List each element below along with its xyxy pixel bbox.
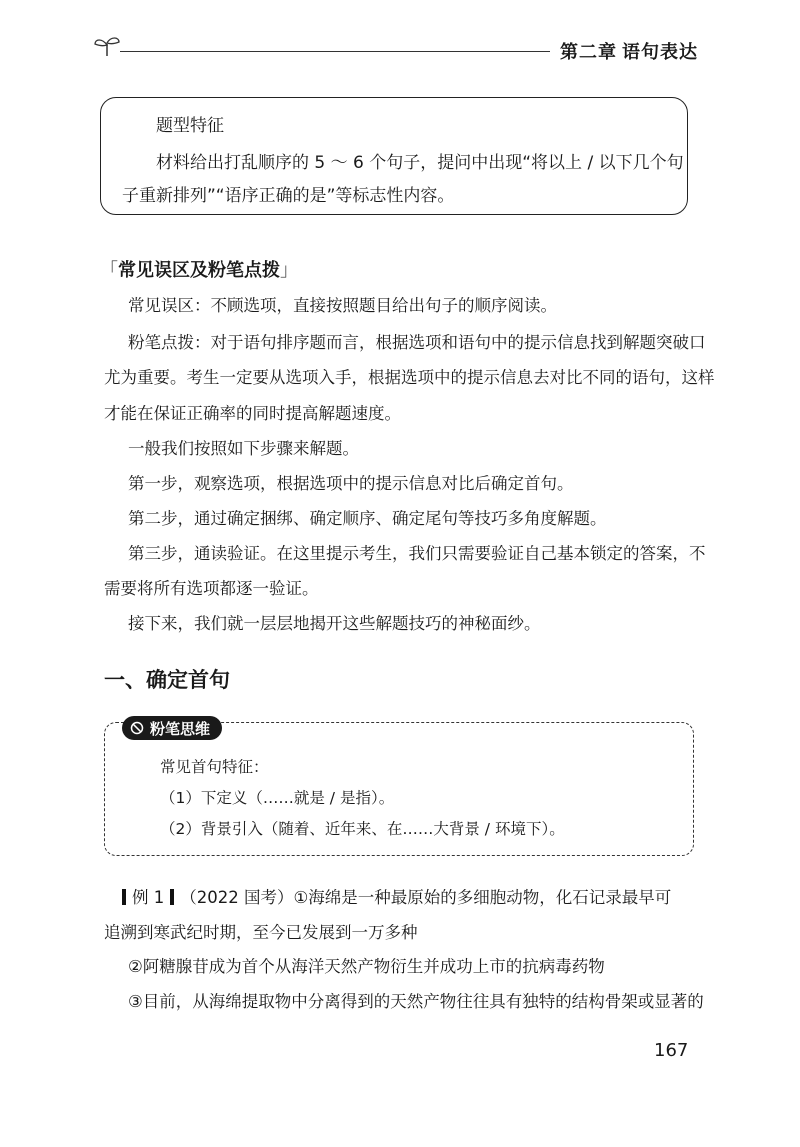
no-entry-icon bbox=[130, 721, 144, 735]
example-bar-right bbox=[170, 889, 174, 905]
body-line: 才能在保证正确率的同时提高解题速度。 bbox=[104, 404, 401, 423]
example-bar-left bbox=[122, 889, 126, 905]
feature-heading: 题型特征 bbox=[156, 116, 224, 136]
example-line-1: ①海绵是一种最原始的多细胞动物，化石记录最早可 bbox=[293, 888, 672, 907]
think-tag-label: 粉笔思维 bbox=[150, 719, 211, 738]
body-line: 接下来，我们就一层层地揭开这些解题技巧的神秘面纱。 bbox=[128, 614, 541, 633]
example-line-4: ③目前，从海绵提取物中分离得到的天然产物往往具有独特的结构骨架或显著的 bbox=[128, 992, 704, 1011]
example-line-2: 追溯到寒武纪时期，至今已发展到一万多种 bbox=[104, 923, 418, 942]
think-line-2: （1）下定义（……就是 / 是指）。 bbox=[160, 789, 395, 807]
feature-line-1: 材料给出打乱顺序的 5 ～ 6 个句子，提问中出现“将以上 / 以下几个句 bbox=[156, 153, 684, 173]
body-line: 第二步，通过确定捆绑、确定顺序、确定尾句等技巧多角度解题。 bbox=[128, 509, 607, 528]
think-line-1: 常见首句特征： bbox=[160, 758, 269, 776]
body-line: 第三步，通读验证。在这里提示考生，我们只需要验证自己基本锁定的答案，不 bbox=[128, 544, 706, 563]
header-chapter: 第二章 bbox=[560, 42, 617, 63]
bracket-open: 「 bbox=[100, 260, 118, 281]
section-title: 常见误区及粉笔点拨 bbox=[118, 260, 280, 281]
body-line: 尤为重要。考生一定要从选项入手，根据选项中的提示信息去对比不同的语句，这样 bbox=[104, 368, 715, 387]
sprout-icon bbox=[92, 34, 122, 58]
body-line: 需要将所有选项都逐一验证。 bbox=[104, 579, 319, 598]
body-line: 粉笔点拨：对于语句排序题而言，根据选项和语句中的提示信息找到解题突破口 bbox=[128, 333, 706, 352]
header-rule bbox=[120, 51, 550, 52]
example-label: 例 1 bbox=[132, 888, 165, 907]
think-tag bbox=[122, 716, 222, 740]
example-first-line bbox=[116, 884, 671, 908]
section-heading bbox=[100, 256, 298, 282]
subsection-title: 一、确定首句 bbox=[104, 668, 230, 692]
body-line: 第一步，观察选项，根据选项中的提示信息对比后确定首句。 bbox=[128, 474, 574, 493]
example-line-3: ②阿糖腺苷成为首个从海洋天然产物衍生并成功上市的抗病毒药物 bbox=[128, 957, 605, 976]
header-title: 语句表达 bbox=[622, 42, 698, 63]
bracket-close: 」 bbox=[280, 260, 298, 281]
feature-line-2: 子重新排列”“语序正确的是”等标志性内容。 bbox=[122, 186, 455, 206]
example-source: （2022 国考） bbox=[180, 888, 294, 907]
page-number: 167 bbox=[654, 1040, 689, 1061]
think-line-3: （2）背景引入（随着、近年来、在……大背景 / 环境下）。 bbox=[160, 820, 565, 838]
body-line: 常见误区：不顾选项，直接按照题目给出句子的顺序阅读。 bbox=[128, 296, 557, 315]
body-line: 一般我们按照如下步骤来解题。 bbox=[128, 439, 359, 458]
